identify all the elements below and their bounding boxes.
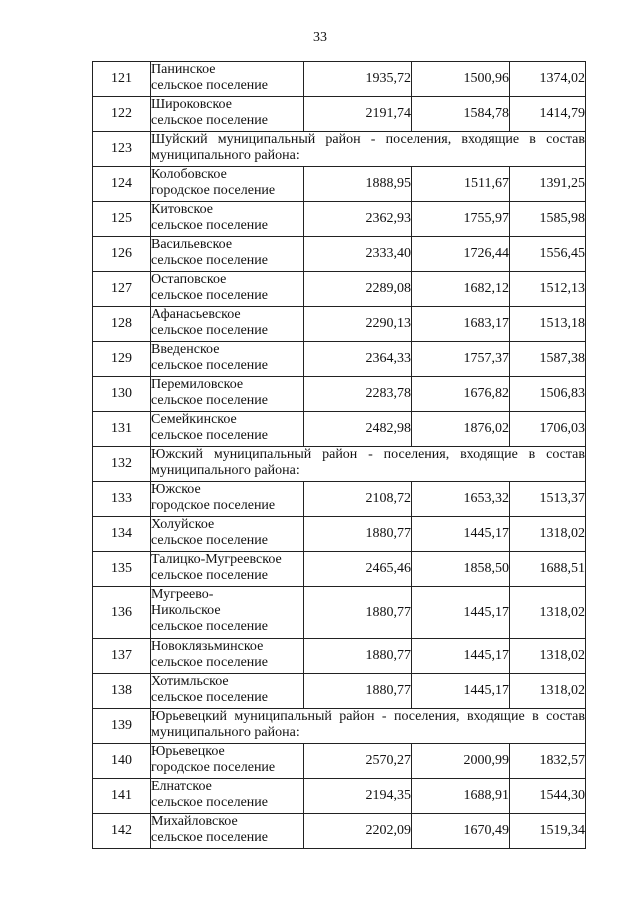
row-number: 122	[93, 97, 151, 132]
district-heading: Шуйский муниципальный район - поселения, входящие в состав муниципального района:	[151, 132, 586, 167]
settlement-name-line: Талицко-Мугреевское	[151, 552, 282, 567]
table-body	[93, 62, 586, 849]
value-1: 2191,74	[304, 97, 412, 132]
settlement-name	[151, 167, 304, 202]
value-3: 1513,18	[510, 307, 586, 342]
row-number: 139	[93, 709, 151, 744]
value-3: 1318,02	[510, 587, 586, 639]
value-2: 1445,17	[412, 639, 510, 674]
table-row	[93, 814, 586, 849]
page-number: 33	[313, 30, 327, 45]
settlement-name-line: Китовское	[151, 202, 213, 217]
value-2: 1511,67	[412, 167, 510, 202]
settlement-name-line: Южское	[151, 482, 201, 497]
settlement-name-line: Васильевское	[151, 237, 233, 252]
district-heading: Юрьевецкий муниципальный район - поселения, входящие в состав муниципального района:	[151, 709, 586, 744]
table-row	[93, 97, 586, 132]
settlement-name-line: Юрьевецкое	[151, 744, 225, 759]
value-2: 1445,17	[412, 517, 510, 552]
settlement-name	[151, 62, 304, 97]
value-1: 2290,13	[304, 307, 412, 342]
value-3: 1585,98	[510, 202, 586, 237]
table-row	[93, 167, 586, 202]
settlement-name-line: Елнатское	[151, 779, 212, 794]
settlement-name	[151, 237, 304, 272]
row-number: 135	[93, 552, 151, 587]
value-1: 2289,08	[304, 272, 412, 307]
value-3: 1512,13	[510, 272, 586, 307]
value-1: 2333,40	[304, 237, 412, 272]
value-3: 1544,30	[510, 779, 586, 814]
table-row	[93, 674, 586, 709]
table-row	[93, 377, 586, 412]
settlement-name	[151, 97, 304, 132]
settlement-name-line: Широковское	[151, 97, 232, 112]
settlement-name-line: сельское поселение	[151, 323, 268, 338]
district-header-row	[93, 709, 586, 744]
table-row	[93, 779, 586, 814]
value-1: 2362,93	[304, 202, 412, 237]
value-1: 1880,77	[304, 639, 412, 674]
table-row	[93, 552, 586, 587]
settlement-name-line: Никольское	[151, 603, 221, 618]
value-3: 1414,79	[510, 97, 586, 132]
settlement-name-line: Остаповское	[151, 272, 227, 287]
settlement-name	[151, 552, 304, 587]
row-number: 131	[93, 412, 151, 447]
row-number: 124	[93, 167, 151, 202]
table-row	[93, 272, 586, 307]
value-3: 1556,45	[510, 237, 586, 272]
settlement-name	[151, 779, 304, 814]
row-number: 127	[93, 272, 151, 307]
settlement-name-line: сельское поселение	[151, 795, 268, 810]
settlement-name-line: сельское поселение	[151, 690, 268, 705]
row-number: 129	[93, 342, 151, 377]
settlement-name	[151, 307, 304, 342]
settlement-name-line: сельское поселение	[151, 113, 268, 128]
value-3: 1587,38	[510, 342, 586, 377]
settlement-name-line: сельское поселение	[151, 533, 268, 548]
row-number: 125	[93, 202, 151, 237]
value-2: 1676,82	[412, 377, 510, 412]
value-2: 1688,91	[412, 779, 510, 814]
settlement-name-line: Хотимльское	[151, 674, 229, 689]
table-row	[93, 482, 586, 517]
value-1: 1880,77	[304, 674, 412, 709]
row-number: 123	[93, 132, 151, 167]
value-1: 2465,46	[304, 552, 412, 587]
table-row	[93, 744, 586, 779]
value-3: 1318,02	[510, 674, 586, 709]
settlement-name-line: сельское поселение	[151, 358, 268, 373]
settlement-name	[151, 674, 304, 709]
row-number: 137	[93, 639, 151, 674]
settlement-name-line: сельское поселение	[151, 253, 268, 268]
settlement-name-line: Холуйское	[151, 517, 215, 532]
settlement-name	[151, 744, 304, 779]
value-3: 1706,03	[510, 412, 586, 447]
row-number: 136	[93, 587, 151, 639]
settlement-name-line: сельское поселение	[151, 655, 268, 670]
settlement-name-line: городское поселение	[151, 183, 276, 198]
settlement-name-line: городское поселение	[151, 760, 276, 775]
settlement-name-line: сельское поселение	[151, 393, 268, 408]
district-header-row	[93, 447, 586, 482]
row-number: 142	[93, 814, 151, 849]
settlement-name	[151, 272, 304, 307]
table-row	[93, 307, 586, 342]
row-number: 128	[93, 307, 151, 342]
value-3: 1519,34	[510, 814, 586, 849]
settlement-name-line: сельское поселение	[151, 619, 268, 634]
settlement-name-line: сельское поселение	[151, 218, 268, 233]
value-2: 1584,78	[412, 97, 510, 132]
row-number: 132	[93, 447, 151, 482]
value-3: 1832,57	[510, 744, 586, 779]
row-number: 133	[93, 482, 151, 517]
table-row	[93, 517, 586, 552]
settlement-name-line: сельское поселение	[151, 830, 268, 845]
value-2: 1876,02	[412, 412, 510, 447]
table-row	[93, 587, 586, 639]
row-number: 130	[93, 377, 151, 412]
value-3: 1506,83	[510, 377, 586, 412]
settlement-name-line: Михайловское	[151, 814, 238, 829]
value-2: 1670,49	[412, 814, 510, 849]
table-row	[93, 342, 586, 377]
row-number: 121	[93, 62, 151, 97]
value-1: 1935,72	[304, 62, 412, 97]
value-2: 1500,96	[412, 62, 510, 97]
table-row	[93, 412, 586, 447]
value-2: 1726,44	[412, 237, 510, 272]
settlement-name	[151, 814, 304, 849]
value-2: 1858,50	[412, 552, 510, 587]
value-1: 2364,33	[304, 342, 412, 377]
value-1: 2194,35	[304, 779, 412, 814]
settlement-name-line: Колобовское	[151, 167, 227, 182]
value-1: 2202,09	[304, 814, 412, 849]
settlement-name	[151, 587, 304, 639]
settlement-name-line: Панинское	[151, 62, 216, 77]
row-number: 141	[93, 779, 151, 814]
value-3: 1318,02	[510, 639, 586, 674]
value-3: 1391,25	[510, 167, 586, 202]
row-number: 134	[93, 517, 151, 552]
value-2: 2000,99	[412, 744, 510, 779]
value-2: 1653,32	[412, 482, 510, 517]
district-heading: Южский муниципальный район - поселения, входящие в состав муниципального района:	[151, 447, 586, 482]
table-row	[93, 202, 586, 237]
settlement-name-line: сельское поселение	[151, 288, 268, 303]
value-2: 1683,17	[412, 307, 510, 342]
settlement-name	[151, 202, 304, 237]
district-header-row	[93, 132, 586, 167]
value-3: 1513,37	[510, 482, 586, 517]
settlement-name	[151, 639, 304, 674]
value-2: 1445,17	[412, 674, 510, 709]
value-1: 1880,77	[304, 517, 412, 552]
settlement-name-line: Введенское	[151, 342, 220, 357]
settlement-name-line: Перемиловское	[151, 377, 244, 392]
settlement-name-line: сельское поселение	[151, 568, 268, 583]
settlement-name	[151, 412, 304, 447]
value-2: 1755,97	[412, 202, 510, 237]
value-3: 1688,51	[510, 552, 586, 587]
value-3: 1318,02	[510, 517, 586, 552]
tariff-table	[92, 61, 586, 849]
settlement-name-line: Новоклязьминское	[151, 639, 264, 654]
value-2: 1757,37	[412, 342, 510, 377]
table-row	[93, 639, 586, 674]
settlement-name-line: Мугреево-	[151, 587, 214, 602]
value-2: 1682,12	[412, 272, 510, 307]
table-row	[93, 62, 586, 97]
value-1: 2283,78	[304, 377, 412, 412]
settlement-name-line: городское поселение	[151, 498, 276, 513]
value-1: 1880,77	[304, 587, 412, 639]
value-1: 2482,98	[304, 412, 412, 447]
value-3: 1374,02	[510, 62, 586, 97]
value-1: 1888,95	[304, 167, 412, 202]
settlement-name	[151, 342, 304, 377]
row-number: 140	[93, 744, 151, 779]
value-1: 2570,27	[304, 744, 412, 779]
settlement-name-line: сельское поселение	[151, 78, 268, 93]
value-2: 1445,17	[412, 587, 510, 639]
value-1: 2108,72	[304, 482, 412, 517]
row-number: 126	[93, 237, 151, 272]
row-number: 138	[93, 674, 151, 709]
settlement-name	[151, 482, 304, 517]
settlement-name	[151, 517, 304, 552]
settlement-name-line: Семейкинское	[151, 412, 237, 427]
table-row	[93, 237, 586, 272]
settlement-name	[151, 377, 304, 412]
settlement-name-line: сельское поселение	[151, 428, 268, 443]
settlement-name-line: Афанасьевское	[151, 307, 241, 322]
